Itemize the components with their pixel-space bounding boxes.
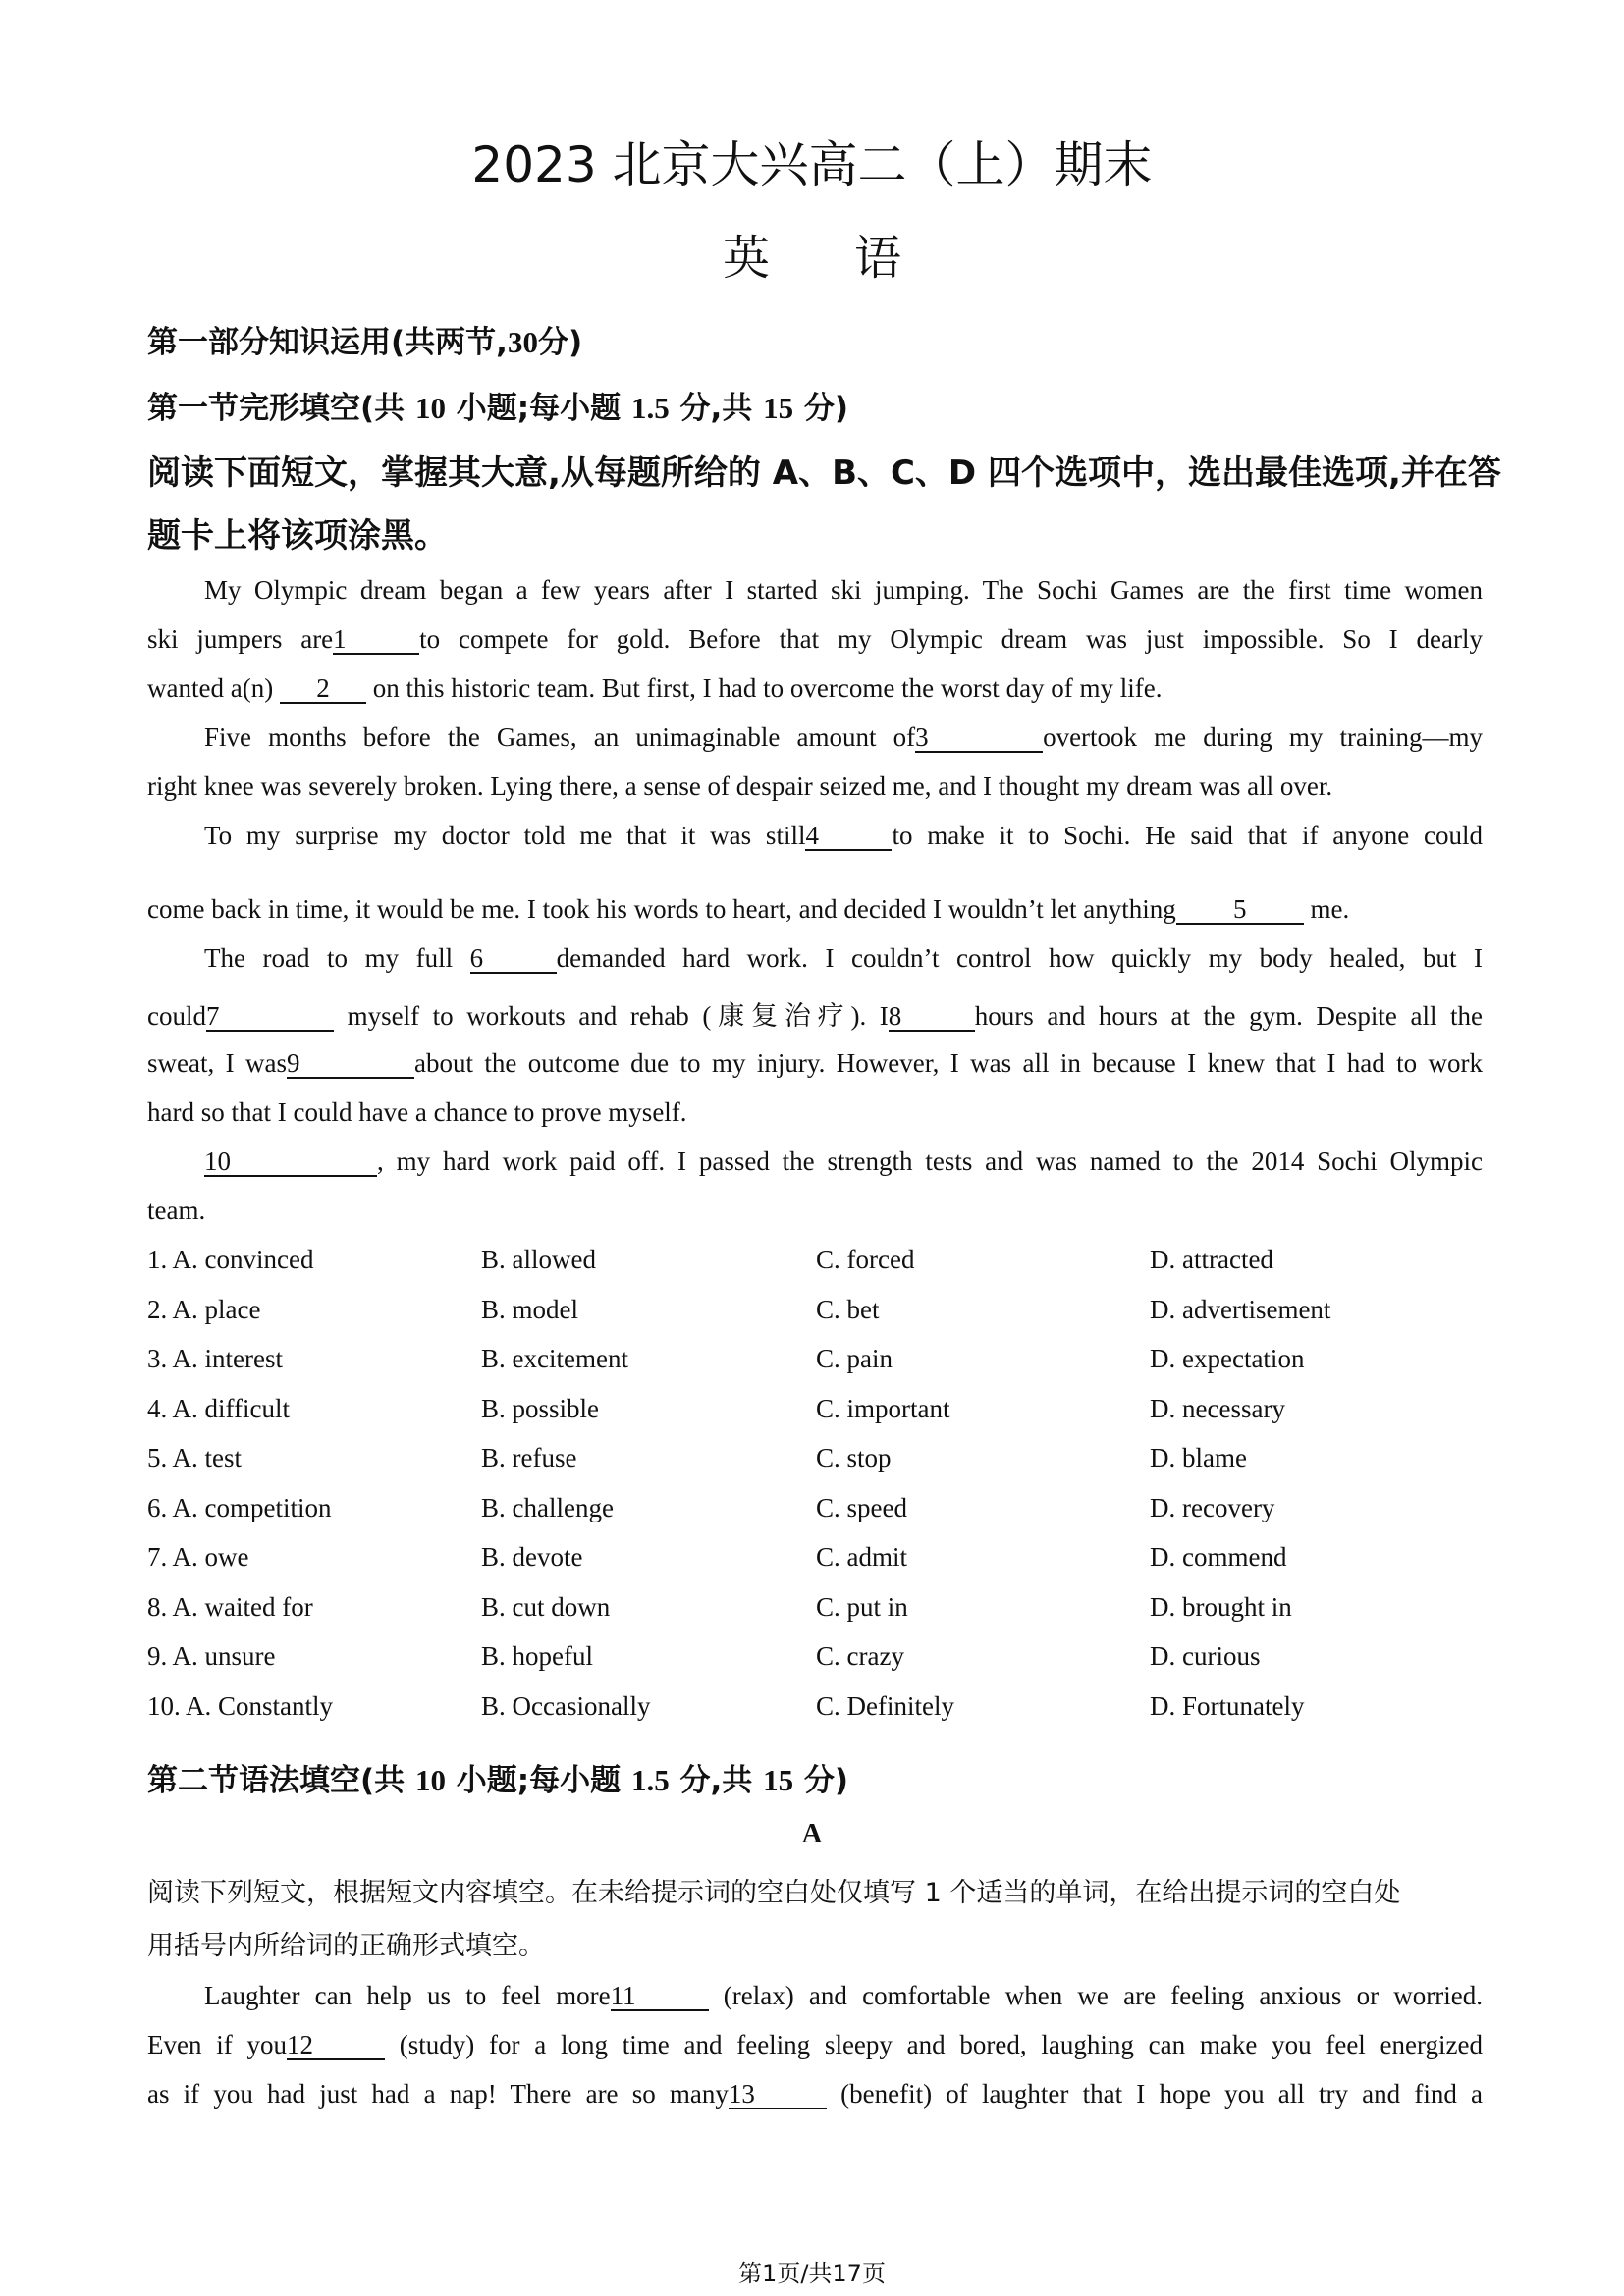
option-7-a: 7. A. owe bbox=[147, 1542, 249, 1572]
option-3-b: B. excitement bbox=[481, 1344, 628, 1373]
passage-line: team. bbox=[147, 1196, 206, 1225]
blank-1: 1 bbox=[333, 625, 419, 655]
passage-line: Laughter can help us to feel more11 (relax) and comfortable when we are feeling anxious or worried. bbox=[204, 1981, 1484, 2010]
option-7-d: D. commend bbox=[1150, 1542, 1287, 1572]
option-10-a: 10. A. Constantly bbox=[147, 1690, 334, 1721]
option-2-a: 2. A. place bbox=[147, 1294, 261, 1324]
option-6-c: C. speed bbox=[816, 1492, 907, 1522]
part1-heading: 第一部分知识运用(共两节,30分) bbox=[147, 325, 583, 360]
option-8-b: B. cut down bbox=[481, 1591, 611, 1622]
blank-9: 9 bbox=[287, 1049, 414, 1079]
option-5-b: B. refuse bbox=[481, 1443, 577, 1472]
option-10-b: B. Occasionally bbox=[481, 1690, 651, 1721]
option-5-a: 5. A. test bbox=[147, 1443, 243, 1472]
option-1-d: D. attracted bbox=[1150, 1245, 1273, 1274]
passage-line: come back in time, it would be me. I took his words to heart, and decided I wouldn’t let anything 5 me. bbox=[147, 894, 1350, 924]
blank-5: 5 bbox=[1176, 895, 1304, 925]
section2-instruction-line1: 阅读下列短文，根据短文内容填空。在未给提示词的空白处仅填写 1 个适当的单词，在给出提示词的空白处 bbox=[147, 1878, 1401, 1908]
option-8-a: 8. A. waited for bbox=[147, 1591, 313, 1622]
option-3-c: C. pain bbox=[816, 1344, 893, 1373]
blank-4: 4 bbox=[805, 822, 892, 851]
blank-3: 3 bbox=[915, 723, 1043, 753]
option-3-a: 3. A. interest bbox=[147, 1344, 283, 1373]
option-2-b: B. model bbox=[481, 1294, 578, 1324]
passage-line: To my surprise my doctor told me that it was still4 to make it to Sochi. He said that if anyone could bbox=[204, 821, 1483, 850]
option-8-d: D. brought in bbox=[1150, 1591, 1292, 1622]
passage-line: My Olympic dream began a few years after I started ski jumping. The Sochi Games are the first time women bbox=[204, 575, 1483, 605]
option-7-c: C. admit bbox=[816, 1542, 907, 1572]
section1-instruction-line2: 题卡上将该项涂黑。 bbox=[147, 516, 448, 556]
passage-line: The road to my full 6 demanded hard work. I couldn’t control how quickly my body healed, but I bbox=[204, 943, 1484, 973]
passage-line: Five months before the Games, an unimaginable amount of3 overtook me during my training—my bbox=[204, 722, 1484, 752]
option-9-b: B. hopeful bbox=[481, 1641, 593, 1671]
blank-11: 11 bbox=[611, 1982, 709, 2011]
option-4-b: B. possible bbox=[481, 1393, 600, 1423]
option-2-c: C. bet bbox=[816, 1294, 880, 1324]
blank-10: 10 bbox=[204, 1148, 377, 1177]
blank-13: 13 bbox=[729, 2080, 827, 2109]
passage-line: Even if you12 (study) for a long time and feeling sleepy and bored, laughing can make you feel energized bbox=[147, 2030, 1483, 2059]
exam-title: 2023 北京大兴高二（上）期末 bbox=[471, 136, 1153, 193]
option-1-c: C. forced bbox=[816, 1245, 915, 1274]
option-7-b: B. devote bbox=[481, 1542, 583, 1572]
passage-line: sweat, I was9 about the outcome due to my injury. However, I was all in because I knew that I had to work bbox=[147, 1048, 1483, 1078]
blank-12: 12 bbox=[287, 2031, 385, 2060]
option-3-d: D. expectation bbox=[1150, 1344, 1305, 1373]
page-number: 第1页/共17页 bbox=[738, 2260, 886, 2287]
option-1-b: B. allowed bbox=[481, 1245, 596, 1274]
option-1-a: 1. A. convinced bbox=[147, 1245, 314, 1274]
passage-line: ski jumpers are1 to compete for gold. Before that my Olympic dream was just impossible. So I dearly bbox=[147, 624, 1483, 654]
section1-heading: 第一节完形填空(共 10 小题;每小题 1.5 分,共 15 分) bbox=[147, 391, 849, 426]
option-8-c: C. put in bbox=[816, 1591, 908, 1622]
blank-6: 6 bbox=[470, 944, 557, 974]
section1-instruction-line1: 阅读下面短文，掌握其大意,从每题所给的 A、B、C、D 四个选项中，选出最佳选项,并在答 bbox=[147, 454, 1501, 493]
passage-line: 10 , my hard work paid off. I passed the strength tests and was named to the 2014 Sochi Olympic bbox=[204, 1147, 1483, 1176]
option-6-b: B. challenge bbox=[481, 1492, 614, 1522]
option-5-d: D. blame bbox=[1150, 1443, 1247, 1472]
option-6-d: D. recovery bbox=[1150, 1492, 1275, 1522]
option-6-a: 6. A. competition bbox=[147, 1492, 332, 1522]
passage-line: could7 myself to workouts and rehab (康复治疗). I8 hours and hours at the gym. Despite all the bbox=[147, 1001, 1484, 1031]
option-9-a: 9. A. unsure bbox=[147, 1641, 276, 1671]
part-label-a: A bbox=[801, 1818, 823, 1849]
option-10-d: D. Fortunately bbox=[1150, 1690, 1305, 1721]
option-5-c: C. stop bbox=[816, 1443, 892, 1472]
option-2-d: D. advertisement bbox=[1150, 1294, 1331, 1324]
option-4-c: C. important bbox=[816, 1393, 950, 1423]
option-10-c: C. Definitely bbox=[816, 1690, 954, 1721]
section2-instruction-line2: 用括号内所给词的正确形式填空。 bbox=[147, 1931, 545, 1961]
section2-heading: 第二节语法填空(共 10 小题;每小题 1.5 分,共 15 分) bbox=[147, 1763, 849, 1798]
blank-8: 8 bbox=[889, 1002, 975, 1032]
passage-line: right knee was severely broken. Lying there, a sense of despair seized me, and I thought my dream was all over. bbox=[147, 772, 1333, 801]
blank-2: 2 bbox=[280, 674, 366, 704]
passage-line: hard so that I could have a chance to prove myself. bbox=[147, 1097, 687, 1127]
option-9-c: C. crazy bbox=[816, 1641, 904, 1671]
passage-line: as if you had just had a nap! There are so many13 (benefit) of laughter that I hope you all try and find a bbox=[147, 2079, 1484, 2109]
passage-line: wanted a(n) 2 on this historic team. But first, I had to overcome the worst day of my life. bbox=[147, 673, 1163, 703]
option-4-a: 4. A. difficult bbox=[147, 1393, 290, 1423]
blank-7: 7 bbox=[206, 1002, 334, 1032]
option-4-d: D. necessary bbox=[1150, 1393, 1285, 1423]
option-9-d: D. curious bbox=[1150, 1641, 1261, 1671]
subject-title: 英语 bbox=[722, 231, 986, 286]
